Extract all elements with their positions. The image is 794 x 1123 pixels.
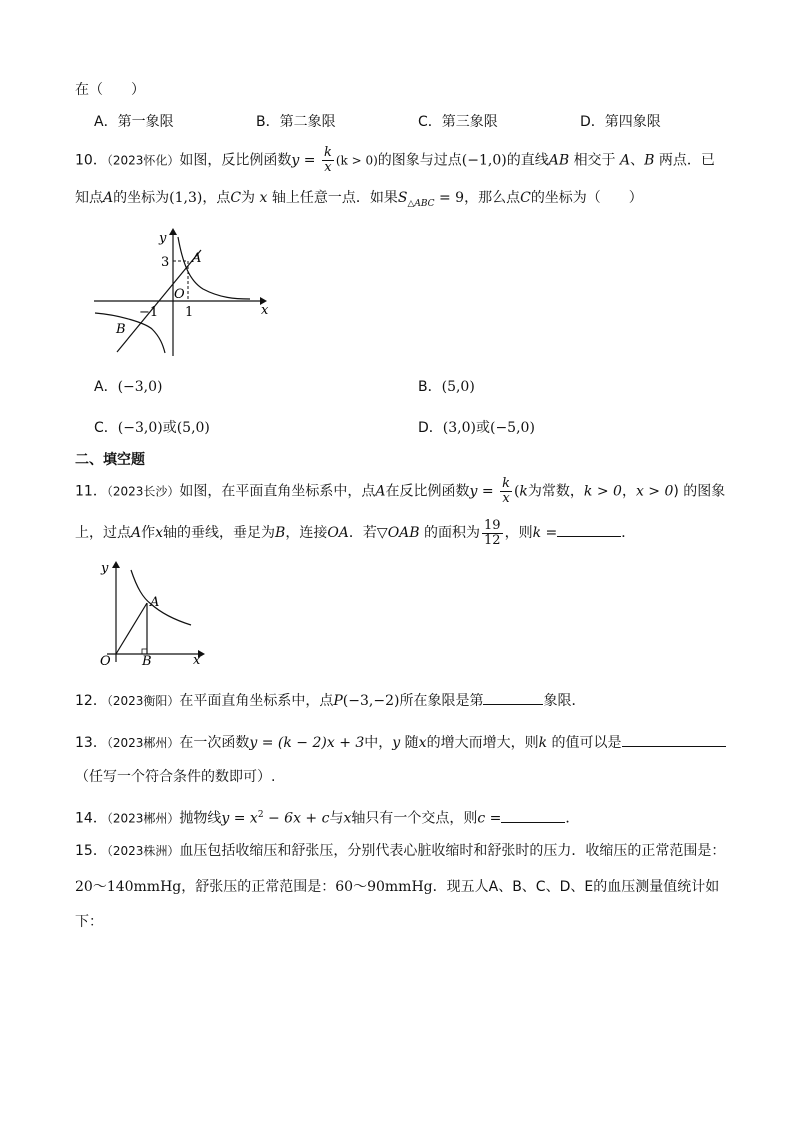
q11-triangle: ▽OAB	[376, 525, 420, 541]
q11-hyperbola	[131, 570, 191, 625]
q13-source: （2023郴州）	[106, 736, 180, 750]
q12-number: 12．	[75, 693, 107, 709]
q11-origin: O	[100, 654, 111, 668]
q15-line3: 下：	[75, 914, 103, 930]
q10-point-b: B	[116, 322, 126, 337]
q11-point-a: A	[150, 595, 160, 610]
q11-y-label: y	[101, 561, 109, 576]
q10-origin: O	[174, 287, 185, 302]
q15-line1: 15．（2023株洲）血压包括收缩压和舒张压，分别代表心脏收缩时和舒张时的压力．收缩压的正常范围是：	[75, 843, 726, 859]
q9-tail: 在（ ）	[75, 82, 145, 98]
q10-x-label: x	[261, 303, 269, 318]
q10-option-c: C．(−3,0)或(5,0)	[94, 420, 210, 436]
q10-tick-xm1: −1	[139, 305, 159, 320]
q9-option-b: B．第二象限	[256, 114, 336, 130]
q10-option-a: A．(−3,0)	[94, 379, 163, 395]
q14-answer-blank[interactable]	[501, 808, 565, 823]
q10-source: （2023怀化）	[106, 153, 180, 168]
q10-fraction: $\frac{k}{x}$	[323, 145, 332, 175]
q15-line2: 20～140mmHg，舒张压的正常范围是：60～90mmHg．现五人A、B、C、D、E的血压测量值统计如	[75, 879, 720, 895]
q10-hyperbola-q1	[178, 237, 250, 299]
q15-range-systolic: 20～140mmHg	[75, 879, 182, 895]
q11-point-b: B	[142, 654, 152, 668]
q14-source: （2023郴州）	[106, 811, 180, 826]
q11-segment-oa	[116, 603, 147, 654]
q11-graph	[95, 558, 210, 668]
q14: 14．（2023郴州）抛物线$y = x^2 - 6x + c$与x轴只有一个交点，则c = ．	[75, 805, 579, 829]
q10-line1: 10．（2023怀化）如图，反比例函数y = $\frac{k}{x}$ (k > 0)的图象与过点(−1,0)的直线AB 相交于 A、B 两点．已	[75, 145, 715, 175]
q13-line1: 13．（2023郴州）在一次函数y = (k − 2)x + 3中，y 随x的增大而增大，则k 的值可以是	[75, 732, 726, 753]
q12: 12．（2023衡阳）在平面直角坐标系中，点P(−3,−2)所在象限是第 象限．	[75, 690, 585, 711]
q15-range-diastolic: 60～90mmHg	[335, 879, 433, 895]
q14-expression: y = x	[221, 810, 258, 827]
q10-condition: (k > 0)	[335, 153, 378, 168]
q12-answer-blank[interactable]	[483, 690, 543, 705]
q9-option-d: D．第四象限	[580, 114, 661, 130]
q9-option-a: A．第一象限	[94, 114, 174, 130]
q14-number: 14．	[75, 810, 107, 827]
q11-source: （2023长沙）	[106, 484, 180, 499]
q10-option-d: D．(3,0)或(−5,0)	[418, 420, 535, 436]
q12-source: （2023衡阳）	[106, 694, 180, 708]
q11-line2: 上，过点A作x轴的垂线，垂足为B，连接OA．若▽OAB 的面积为 $\frac{19}{12}$ ，则k = ．	[75, 517, 636, 548]
q10-text: 如图，反比例函数	[179, 152, 292, 169]
q15-number: 15．	[75, 843, 107, 859]
q9-option-c: C．第三象限	[418, 114, 498, 130]
q13-line2: （任写一个符合条件的数即可）.	[75, 769, 276, 785]
q10-point: (−1,0)	[461, 152, 507, 169]
q10-func-y: y	[291, 152, 300, 169]
q10-y-label: y	[159, 231, 167, 246]
q10-option-b: B．(5,0)	[418, 379, 475, 395]
section-fill-blank-title: 二、填空题	[75, 452, 145, 468]
q11-number: 11．	[75, 483, 107, 500]
q10-line-ab: AB	[548, 152, 570, 169]
q15-source: （2023株洲）	[106, 844, 180, 858]
q10-point-a: A	[192, 251, 202, 266]
q13-answer-blank[interactable]	[622, 732, 726, 747]
q10-graph	[90, 225, 270, 360]
q13-number: 13．	[75, 735, 107, 751]
q11-x-label: x	[193, 653, 201, 668]
q11-fraction: $\frac{k}{x}$	[502, 476, 510, 506]
q11-line1: 11．（2023长沙）如图，在平面直角坐标系中，点A在反比例函数y = $\frac{k}{x}$ (k为常数，k > 0，x > 0) 的图象	[75, 476, 726, 506]
q10-number: 10．	[75, 152, 107, 169]
q10-area: S	[397, 190, 408, 206]
q11-answer-blank[interactable]	[557, 522, 621, 537]
q10-coord-a: (1,3)	[169, 190, 203, 206]
q13-expression: y = (k − 2)x + 3	[249, 735, 365, 751]
q11-area-fraction: $\frac{19}{12}$	[484, 517, 501, 548]
q10-tick-y3: 3	[161, 255, 170, 270]
q10-tick-x1: 1	[185, 305, 194, 320]
q10-line2: 知点A的坐标为(1,3)，点C为 x 轴上任意一点．如果$S_{\triangle ABC} = 9$，那么点C的坐标为（ ）	[75, 190, 643, 209]
